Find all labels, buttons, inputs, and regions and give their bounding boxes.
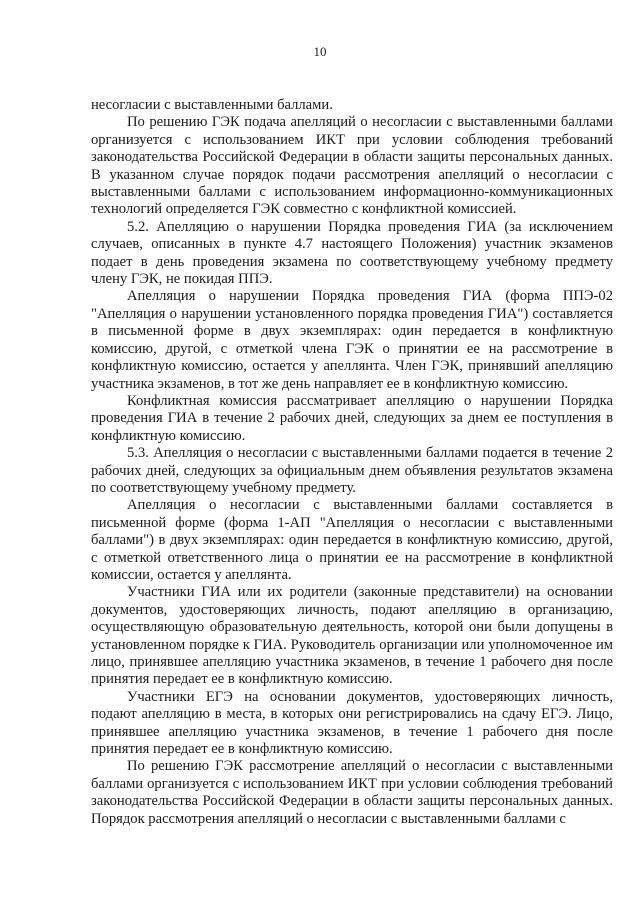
paragraph-continuation: несогласии с выставленными баллами. <box>91 97 333 113</box>
paragraph-1-ap-form: Апелляция о несогласии с выставленными баллами составляется в письменной форме (форма 1-АП "Апелляция о несогласии с выставленными баллами") в двух экземплярах: один передается в конфликтную комиссию, другой, с отметкой ответственного лица о принятии ее на рассмотрение в конфликтной комиссии, остается у апеллянта. <box>91 497 613 583</box>
paragraph-ikt-appeals: По решению ГЭК подача апелляций о несогласии с выставленными баллами организуется с использованием ИКТ при условии соблюдения требований законодательства Российской Федерации в области защиты персональных данных. В указанном случае порядок подачи рассмотрения апелляций о несогласии с выставленными баллами с использованием информационно-коммуникационных технологий определяется ГЭК совместно с конфликтной комиссией. <box>91 114 613 218</box>
page-number: 10 <box>313 44 327 59</box>
paragraph-5-3: 5.3. Апелляция о несогласии с выставленными баллами подается в течение 2 рабочих дней, следующих за официальным днем объявления результатов экзамена по соответствующему учебному предмету. <box>91 445 613 496</box>
paragraph-conflict-commission: Конфликтная комиссия рассматривает апелляцию о нарушении Порядка проведения ГИА в течение 2 рабочих дней, следующих за днем ее поступления в конфликтную комиссию. <box>91 392 613 444</box>
paragraph-gia-participants: Участники ГИА или их родители (законные представители) на основании документов, удостоверяющих личность, подают апелляцию в организацию, осуществляющую образовательную деятельность, которой они были допущены в установленном порядке к ГИА. Руководитель организации или уполномоченное им лицо, принявшее апелляцию участника экзаменов, в течение 1 рабочего дня после принятия передает ее в конфликтную комиссию. <box>91 584 613 688</box>
paragraph-ppe-02-form: Апелляция о нарушении Порядка проведения ГИА (форма ППЭ-02 "Апелляция о нарушении установленного порядка проведения ГИА") составляется в письменной форме в двух экземплярах: один передается в конфликтную комиссию, другой, с отметкой члена ГЭК о принятии ее на рассмотрение в конфликтную комиссию, остается у апеллянта. Член ГЭК, принявший апелляцию участника экзаменов, в тот же день направляет ее в конфликтную комиссию. <box>91 288 613 392</box>
paragraph-5-2: 5.2. Апелляцию о нарушении Порядка проведения ГИА (за исключением случаев, описанных в пункте 4.7 настоящего Положения) участник экзаменов подает в день проведения экзамена по соответствующему учебному предмету члену ГЭК, не покидая ППЭ. <box>91 218 613 288</box>
document-body <box>91 97 613 828</box>
paragraph-ikt-review: По решению ГЭК рассмотрение апелляций о несогласии с выставленными баллами организуется с использованием ИКТ при условии соблюдения требований законодательства Российской Федерации в области защиты персональных данных. Порядок рассмотрения апелляций о несогласии с выставленными баллами с <box>91 758 613 827</box>
paragraph-ege-participants: Участники ЕГЭ на основании документов, удостоверяющих личность, подают апелляцию в места, в которых они регистрировались на сдачу ЕГЭ. Лицо, принявшее апелляцию участника экзаменов, в течение 1 рабочего дня после принятия передает ее в конфликтную комиссию. <box>91 688 613 758</box>
